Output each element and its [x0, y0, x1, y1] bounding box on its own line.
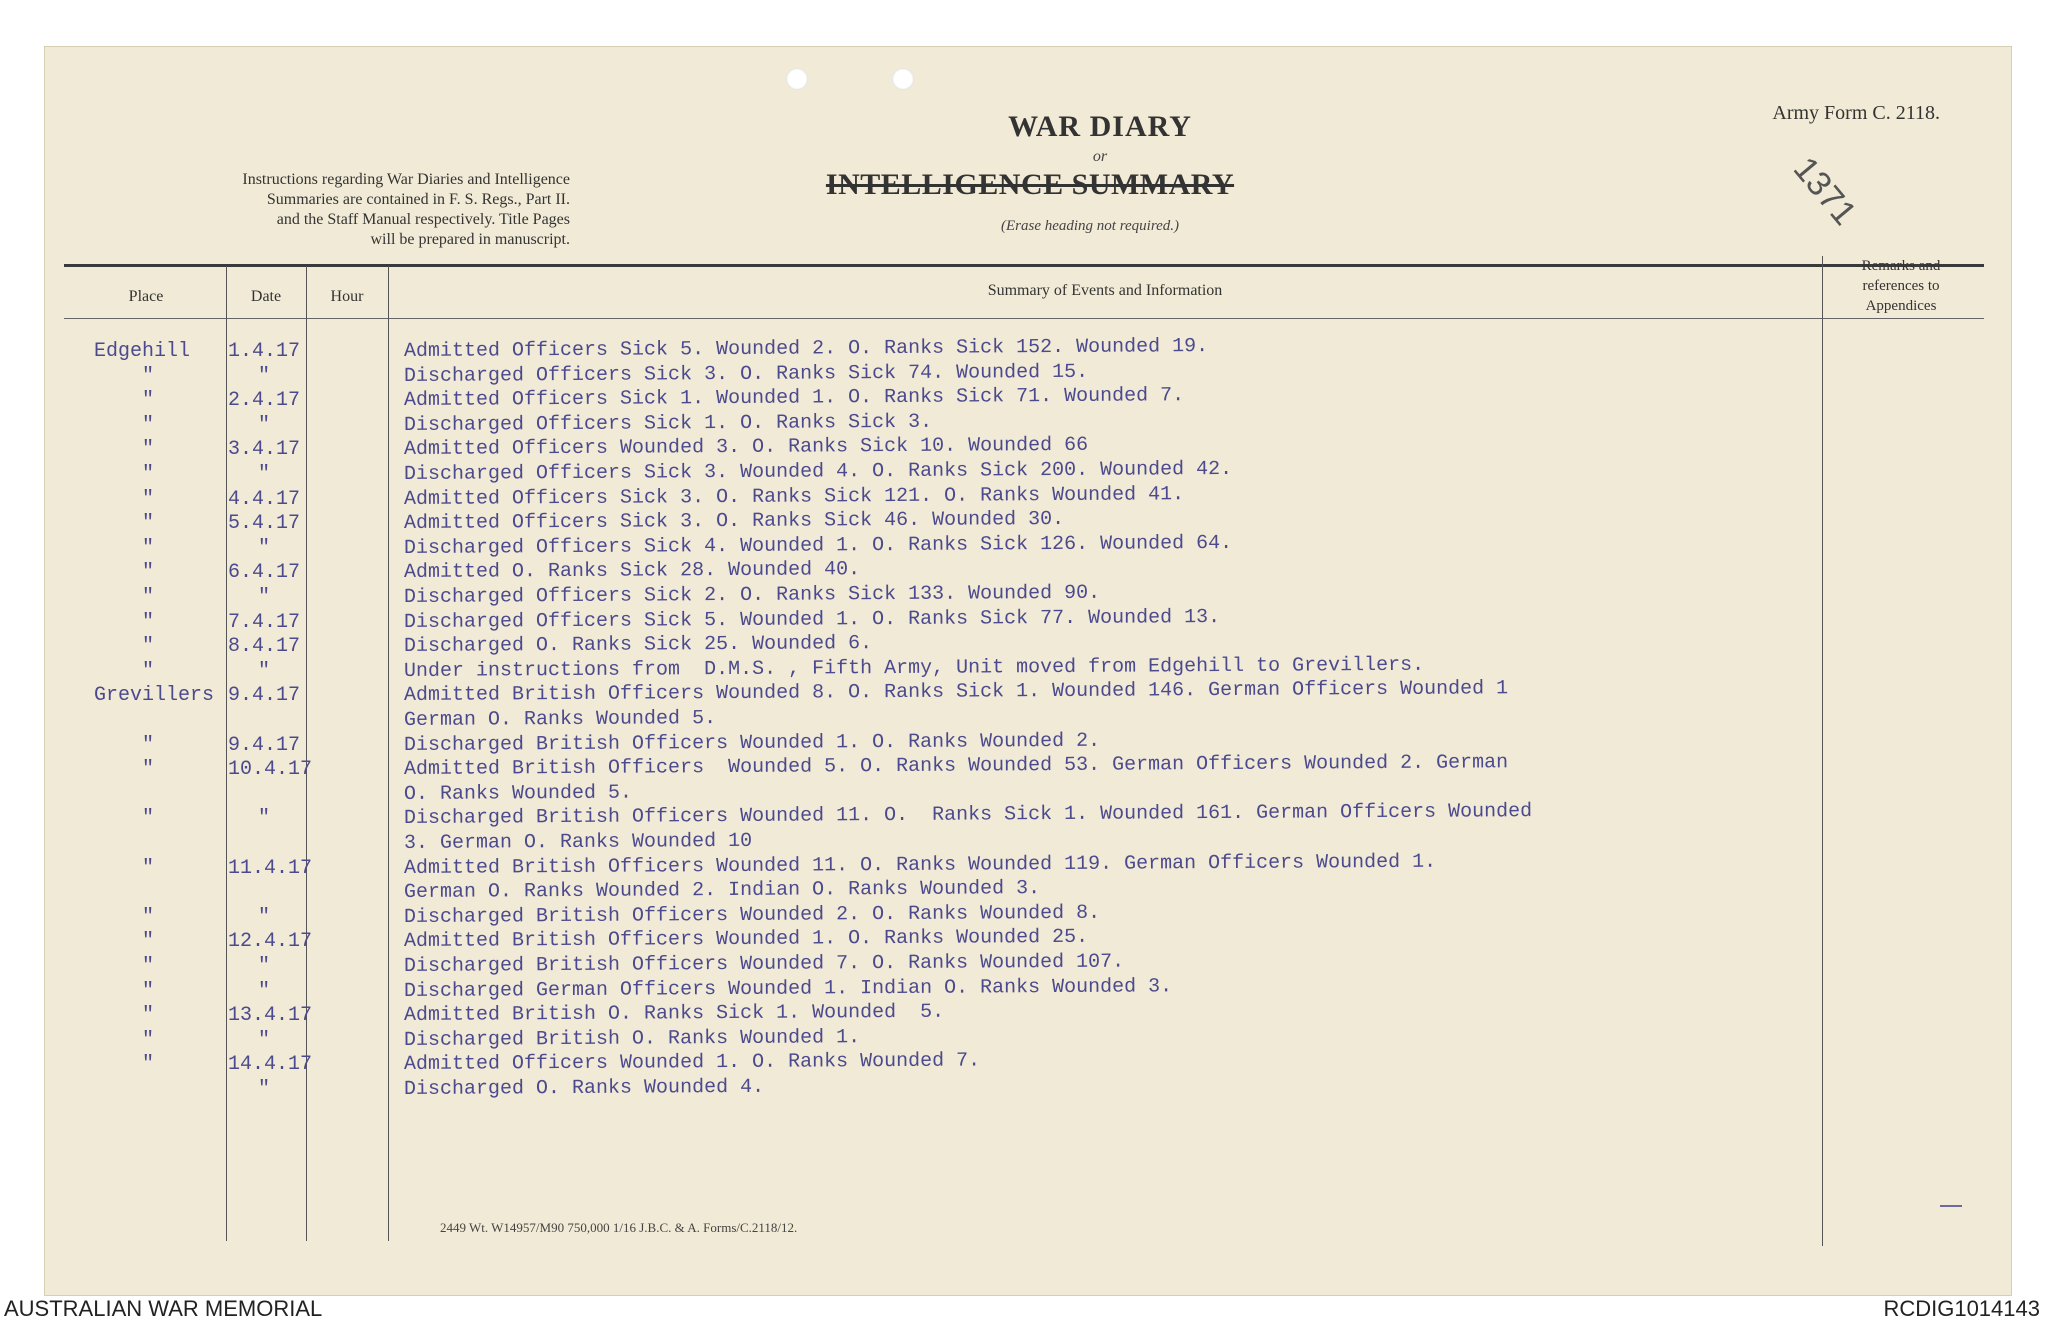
entry-date: 3.4.17: [228, 438, 301, 462]
instructions-line: and the Staff Manual respectively. Title Pages: [276, 211, 570, 228]
entry-text: Admitted Officers Sick 5. Wounded 2. O. Ranks Sick 152. Wounded 19.: [403, 335, 1209, 363]
entry-place: ": [142, 1004, 155, 1028]
col-place: Place: [128, 288, 164, 305]
entry-date: 7.4.17: [228, 610, 301, 634]
entry-place: ": [142, 610, 155, 634]
instructions-line: will be prepared in manuscript.: [370, 231, 570, 248]
column-divider: [226, 266, 227, 1241]
entry-place: ": [142, 733, 155, 757]
entry-date: ": [258, 905, 271, 929]
entry-text: Under instructions from D.M.S. , Fifth Army, Unit moved from Edgehill to Grevillers.: [403, 653, 1425, 683]
entry-date: ": [258, 955, 271, 978]
entry-date: ": [258, 364, 271, 388]
entry-date: 14.4.17: [228, 1053, 313, 1077]
entry-place: ": [142, 536, 155, 560]
entry-place: ": [142, 413, 155, 437]
entry-date: ": [258, 807, 271, 831]
entry-text: Admitted Officers Wounded 1. O. Ranks Wounded 7.: [403, 1049, 981, 1077]
entry-place: ": [142, 389, 155, 413]
entry-text: O. Ranks Wounded 5.: [403, 781, 633, 806]
entry-date: 1.4.17: [228, 340, 301, 363]
summary-heading: INTELLIGENCE SUMMARY: [825, 168, 1235, 201]
entry-place: ": [142, 512, 155, 536]
entry-text: Discharged Officers Sick 1. O. Ranks Sick 3.: [403, 410, 933, 437]
entry-place: ": [142, 487, 155, 511]
entry-text: Discharged Officers Sick 3. O. Ranks Sick 74. Wounded 15.: [403, 360, 1089, 388]
entry-text: Admitted O. Ranks Sick 28. Wounded 40.: [403, 558, 861, 585]
erase-note: (Erase heading not required.): [1000, 218, 1180, 234]
form-number: Army Form C. 2118.: [1772, 102, 1940, 124]
instructions-line: Summaries are contained in F. S. Regs., Part II.: [266, 191, 570, 208]
entry-text: Admitted Officers Wounded 3. O. Ranks Sick 10. Wounded 66: [403, 434, 1089, 462]
entry-text: Admitted British Officers Wounded 11. O. Ranks Wounded 119. German Officers Wounded 1.: [403, 850, 1437, 880]
entry-place: ": [142, 930, 155, 954]
entry-date: 9.4.17: [228, 684, 301, 708]
entry-text: Admitted Officers Sick 3. O. Ranks Sick 121. O. Ranks Wounded 41.: [403, 482, 1185, 511]
header-rule-bottom: [64, 318, 1984, 319]
entry-place: ": [142, 807, 155, 831]
header-rule-top: [64, 264, 1984, 267]
column-divider: [306, 266, 307, 1241]
instructions-line: Instructions regarding War Diaries and Intelligence: [242, 171, 570, 188]
entry-place: ": [142, 586, 155, 609]
entry-place: ": [142, 635, 155, 659]
entry-date: ": [258, 463, 271, 486]
entry-text: Discharged British Officers Wounded 2. O. Ranks Wounded 8.: [403, 901, 1101, 929]
col-remarks-line: Remarks and: [1861, 258, 1941, 274]
entry-date: ": [258, 586, 271, 609]
col-remarks-line: Appendices: [1865, 298, 1937, 314]
entry-date: ": [258, 979, 271, 1003]
entry-text: German O. Ranks Wounded 5.: [403, 707, 717, 732]
entry-place: ": [142, 561, 155, 585]
entry-text: Discharged British Officers Wounded 1. O. Ranks Wounded 2.: [403, 729, 1101, 757]
col-hour: Hour: [330, 288, 364, 305]
entry-text: Discharged Officers Sick 2. O. Ranks Sick 133. Wounded 90.: [403, 581, 1101, 609]
entry-place: Edgehill: [94, 340, 191, 363]
entry-place: ": [142, 1053, 155, 1077]
form-or: or: [1092, 148, 1108, 165]
entry-place: ": [142, 758, 155, 782]
entry-text: Discharged British O. Ranks Wounded 1.: [403, 1026, 861, 1052]
entry-text: Admitted Officers Sick 3. O. Ranks Sick 46. Wounded 30.: [403, 508, 1065, 536]
column-divider: [1822, 256, 1823, 1246]
entry-place: ": [142, 659, 155, 683]
column-divider: [388, 266, 389, 1241]
entry-date: 13.4.17: [228, 1004, 313, 1028]
entry-place: ": [142, 856, 155, 880]
entry-place: Grevillers: [94, 684, 215, 708]
entry-text: Admitted British Officers Wounded 1. O. Ranks Wounded 25.: [403, 926, 1089, 954]
entry-text: Discharged British Officers Wounded 11. O. Ranks Sick 1. Wounded 161. German Officers Wounded: [403, 800, 1533, 831]
entry-text: Discharged O. Ranks Wounded 4.: [403, 1075, 765, 1101]
entry-text: Discharged O. Ranks Sick 25. Wounded 6.: [403, 632, 873, 659]
entry-text: Discharged Officers Sick 3. Wounded 4. O. Ranks Sick 200. Wounded 42.: [403, 457, 1233, 486]
entry-place: ": [142, 438, 155, 462]
entry-date: 12.4.17: [228, 930, 313, 954]
stamp-number: 1371: [1785, 150, 1864, 233]
entry-date: 9.4.17: [228, 733, 301, 757]
entry-text: Admitted British Officers Wounded 8. O. Ranks Sick 1. Wounded 146. German Officers Wounded 1: [403, 677, 1509, 708]
entry-date: ": [258, 659, 271, 683]
punch-hole: [892, 68, 914, 90]
col-remarks-line: references to: [1862, 278, 1940, 294]
entry-text: Admitted British Officers Wounded 5. O. Ranks Wounded 53. German Officers Wounded 2. German: [403, 751, 1509, 782]
entry-text: 3. German O. Ranks Wounded 10: [403, 829, 753, 855]
entry-text: Discharged British Officers Wounded 7. O. Ranks Wounded 107.: [403, 950, 1125, 978]
entry-place: ": [142, 364, 155, 388]
entry-text: Admitted Officers Sick 1. Wounded 1. O. Ranks Sick 71. Wounded 7.: [403, 384, 1185, 413]
entry-text: Discharged German Officers Wounded 1. Indian O. Ranks Wounded 3.: [403, 974, 1173, 1003]
credit-left: AUSTRALIAN WAR MEMORIAL: [4, 1296, 323, 1321]
col-remarks: [1826, 256, 1976, 316]
col-summary: Summary of Events and Information: [987, 282, 1223, 299]
entry-text: Discharged Officers Sick 5. Wounded 1. O. Ranks Sick 77. Wounded 13.: [403, 605, 1221, 634]
punch-hole: [786, 68, 808, 90]
print-line: 2449 Wt. W14957/M90 750,000 1/16 J.B.C. & A. Forms/C.2118/12.: [440, 1220, 798, 1235]
entry-text: Admitted British O. Ranks Sick 1. Wounded 5.: [403, 1000, 945, 1028]
entry-date: 11.4.17: [228, 856, 313, 880]
entry-date: 5.4.17: [228, 512, 301, 536]
form-title: WAR DIARY: [1008, 110, 1192, 143]
entry-date: ": [258, 536, 271, 560]
entry-date: 4.4.17: [228, 487, 301, 511]
entry-place: ": [142, 463, 155, 486]
entry-date: ": [258, 1078, 271, 1101]
entry-place: ": [142, 1028, 155, 1052]
entry-date: ": [258, 413, 271, 437]
entry-place: ": [142, 905, 155, 929]
entry-place: ": [142, 979, 155, 1003]
entry-date: 6.4.17: [228, 561, 301, 585]
entry-place: ": [142, 955, 155, 978]
entry-date: 10.4.17: [228, 758, 313, 782]
entry-text: Discharged Officers Sick 4. Wounded 1. O. Ranks Sick 126. Wounded 64.: [403, 531, 1233, 560]
entry-date: 2.4.17: [228, 389, 301, 413]
entry-date: 8.4.17: [228, 635, 301, 659]
instructions: [100, 170, 570, 250]
credit-right: RCDIG1014143: [1883, 1296, 2040, 1321]
entry-text: German O. Ranks Wounded 2. Indian O. Ranks Wounded 3.: [403, 877, 1041, 905]
pencil-mark: [1940, 1205, 1962, 1207]
entry-date: ": [258, 1028, 271, 1052]
col-date: Date: [250, 288, 282, 305]
